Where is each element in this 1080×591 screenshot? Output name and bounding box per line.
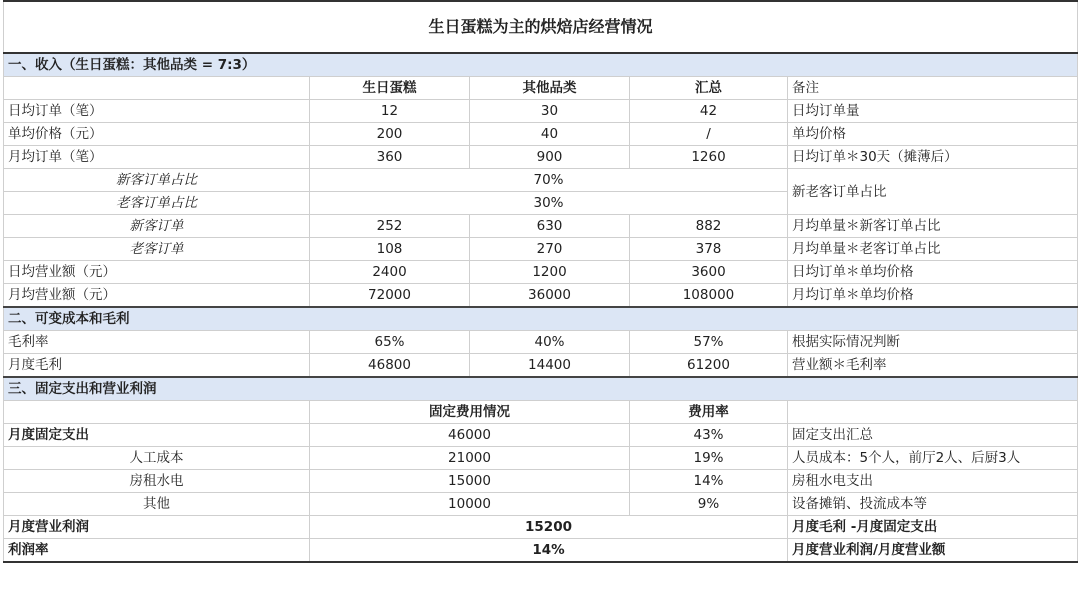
- section-header-fixed: [4, 377, 1078, 401]
- cell-value: 40%: [470, 331, 630, 354]
- cell-note: 月均订单＊单均价格: [788, 284, 1078, 308]
- row-label: 其他: [4, 493, 310, 516]
- page-title: 生日蛋糕为主的烘焙店经营情况: [4, 1, 1078, 53]
- cell-note: 日均订单＊30天（摊薄后）: [788, 146, 1078, 169]
- cell-note: 新老客订单占比: [788, 169, 1078, 215]
- cell-value: 12: [310, 100, 470, 123]
- cell-value: 14%: [310, 539, 788, 563]
- cell-value: 65%: [310, 331, 470, 354]
- table-row: [4, 447, 1078, 470]
- cell-value: 15200: [310, 516, 788, 539]
- row-label: 毛利率: [4, 331, 310, 354]
- row-label: 房租水电: [4, 470, 310, 493]
- table-row: [4, 493, 1078, 516]
- cell-value: /: [630, 123, 788, 146]
- cell-value: 2400: [310, 261, 470, 284]
- blank-cell: [4, 77, 310, 100]
- table-row: [4, 238, 1078, 261]
- cell-note: 月均单量＊新客订单占比: [788, 215, 1078, 238]
- cell-value: 200: [310, 123, 470, 146]
- row-label: 利润率: [4, 539, 310, 563]
- cell-value: 1260: [630, 146, 788, 169]
- cell-note: 固定支出汇总: [788, 424, 1078, 447]
- cell-value: 19%: [630, 447, 788, 470]
- row-label: 新客订单: [4, 215, 310, 238]
- row-label: 新客订单占比: [4, 169, 310, 192]
- row-label: 老客订单占比: [4, 192, 310, 215]
- cell-value: 30: [470, 100, 630, 123]
- cell-value: 40: [470, 123, 630, 146]
- cell-value: 21000: [310, 447, 630, 470]
- cell-value: 15000: [310, 470, 630, 493]
- blank-cell: [4, 401, 310, 424]
- row-label: 人工成本: [4, 447, 310, 470]
- section-title: 一、收入（生日蛋糕：其他品类 = 7:3）: [4, 53, 1078, 77]
- operations-table: [3, 0, 1078, 563]
- row-label: 月度营业利润: [4, 516, 310, 539]
- table-row: [4, 424, 1078, 447]
- section-title: 二、可变成本和毛利: [4, 307, 1078, 331]
- cell-note: 月均单量＊老客订单占比: [788, 238, 1078, 261]
- cell-value: 1200: [470, 261, 630, 284]
- cell-value: 70%: [310, 169, 788, 192]
- column-header: 汇总: [630, 77, 788, 100]
- cell-value: 46800: [310, 354, 470, 378]
- row-label: 单均价格（元）: [4, 123, 310, 146]
- cell-value: 108000: [630, 284, 788, 308]
- table-row: [4, 123, 1078, 146]
- cell-note: 日均订单＊单均价格: [788, 261, 1078, 284]
- cell-note: 营业额＊毛利率: [788, 354, 1078, 378]
- column-header-row: [4, 77, 1078, 100]
- row-label: 日均营业额（元）: [4, 261, 310, 284]
- table-row: [4, 539, 1078, 563]
- cell-note: 根据实际情况判断: [788, 331, 1078, 354]
- cell-value: 882: [630, 215, 788, 238]
- column-header: 生日蛋糕: [310, 77, 470, 100]
- cell-value: 61200: [630, 354, 788, 378]
- cell-note: 人员成本：5个人，前厅2人、后厨3人: [788, 447, 1078, 470]
- cell-value: 30%: [310, 192, 788, 215]
- cell-value: 14400: [470, 354, 630, 378]
- cell-value: 42: [630, 100, 788, 123]
- table-row: [4, 215, 1078, 238]
- column-header-row: [4, 401, 1078, 424]
- row-label: 日均订单（笔）: [4, 100, 310, 123]
- cell-value: 630: [470, 215, 630, 238]
- cell-value: 14%: [630, 470, 788, 493]
- blank-cell: [788, 401, 1078, 424]
- cell-value: 46000: [310, 424, 630, 447]
- row-label: 月度固定支出: [4, 424, 310, 447]
- section-header-income: [4, 53, 1078, 77]
- row-label: 月均营业额（元）: [4, 284, 310, 308]
- table-row: [4, 354, 1078, 378]
- table-row: [4, 516, 1078, 539]
- cell-note: 房租水电支出: [788, 470, 1078, 493]
- table-row: [4, 470, 1078, 493]
- cell-value: 108: [310, 238, 470, 261]
- table-row: [4, 100, 1078, 123]
- row-label: 老客订单: [4, 238, 310, 261]
- section-title: 三、固定支出和营业利润: [4, 377, 1078, 401]
- title-row: [4, 1, 1078, 53]
- row-label: 月均订单（笔）: [4, 146, 310, 169]
- column-header: 备注: [788, 77, 1078, 100]
- cell-value: 900: [470, 146, 630, 169]
- table-row: [4, 169, 1078, 192]
- cell-value: 36000: [470, 284, 630, 308]
- section-header-cost: [4, 307, 1078, 331]
- row-label: 月度毛利: [4, 354, 310, 378]
- cell-note: 设备摊销、投流成本等: [788, 493, 1078, 516]
- cell-value: 378: [630, 238, 788, 261]
- column-header: 费用率: [630, 401, 788, 424]
- cell-note: 月度毛利 -月度固定支出: [788, 516, 1078, 539]
- table-row: [4, 261, 1078, 284]
- column-header: 其他品类: [470, 77, 630, 100]
- cell-value: 252: [310, 215, 470, 238]
- cell-note: 单均价格: [788, 123, 1078, 146]
- cell-value: 57%: [630, 331, 788, 354]
- cell-value: 9%: [630, 493, 788, 516]
- cell-value: 72000: [310, 284, 470, 308]
- cell-value: 360: [310, 146, 470, 169]
- cell-value: 270: [470, 238, 630, 261]
- table-row: [4, 146, 1078, 169]
- cell-value: 43%: [630, 424, 788, 447]
- cell-note: 月度营业利润/月度营业额: [788, 539, 1078, 563]
- table-row: [4, 284, 1078, 308]
- cell-value: 10000: [310, 493, 630, 516]
- cell-value: 3600: [630, 261, 788, 284]
- table-row: [4, 331, 1078, 354]
- cell-note: 日均订单量: [788, 100, 1078, 123]
- column-header: 固定费用情况: [310, 401, 630, 424]
